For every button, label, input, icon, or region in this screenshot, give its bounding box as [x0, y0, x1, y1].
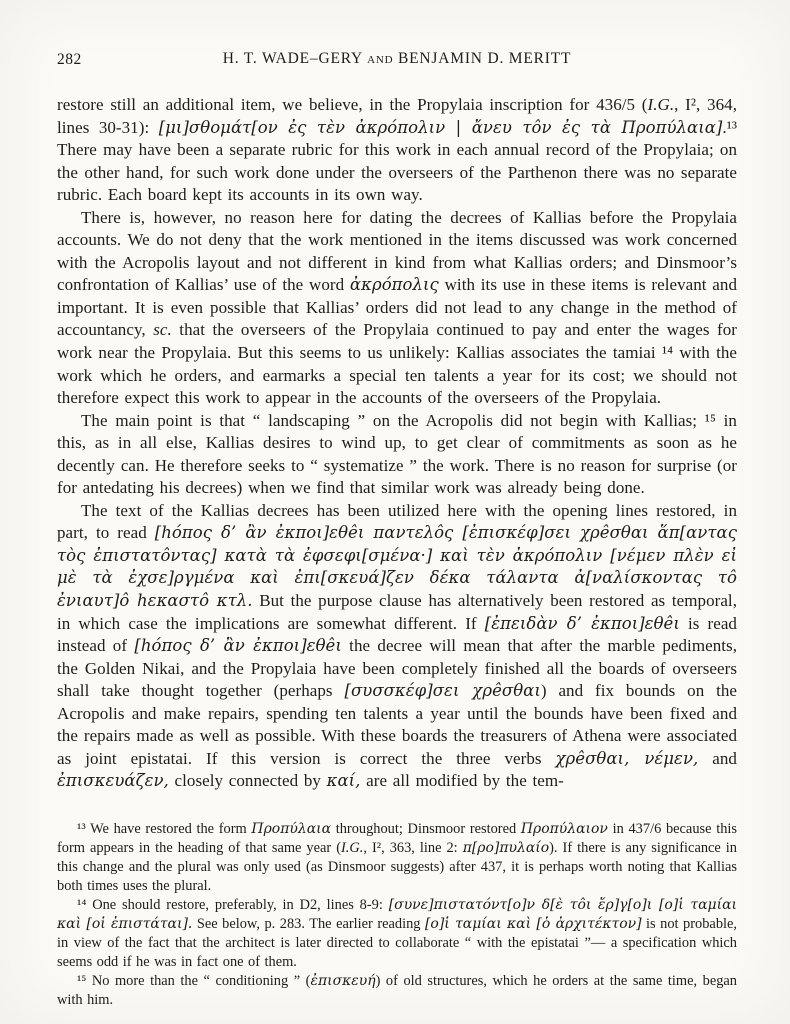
greek-text-segment: [συνε]πιστατόντ[ο]ν δ[ὲ τôι ἔρ]γ[ο]ι [ο]ἱ ταμίαι καὶ [οἱ ἐπιστάται]. [57, 896, 737, 932]
greek-text-segment: [hόπος δ’ ἂν ἐκποι]εθêι παντελôς [ἐπισκέφ]σει χρêσθαι ἅπ[αντας τὸς ἐπιστατôντας] κατὰ τὰ ἐφσεφι[σμένα·] καὶ τὲν ἀκρόπολιν [νέμεν πλὲν εἰ μὲ τὰ ἐχσε]ργμένα καὶ ἐπι[σκευά]ζεν δέκα τάλαντα ἀ[ναλίσκοντας τô ἐνιαυτ]ô hεκαστô κτλ. [57, 523, 737, 611]
greek-text-segment: π[ρο]πυλαίο [462, 839, 550, 856]
text-segment: ) and fix bounds on the Acropolis and make repairs, spending ten talents a year until the bounds have been fixed and the repairs made as well as possible. With these boards the treasurers of Athena were associated as joint epistatai. If this version is correct the three verbs [57, 681, 738, 768]
text-segment: ¹⁵ No more than the “ conditioning ” ( [77, 972, 311, 989]
text-segment: ¹⁴ One should restore, preferably, in D2, lines 8-9: [77, 896, 389, 913]
greek-text-segment: [μι]σθομάτ[ον ἐς τὲν ἀκρόπολιν | ἄνευ τôν ἐς τὰ Προπύλαια] [158, 117, 723, 137]
text-segment: is read instead of [57, 613, 737, 656]
body-paragraph [57, 500, 737, 793]
text-segment: throughout; Dinsmoor restored [331, 820, 521, 837]
page-number: 282 [57, 51, 82, 68]
article-body [57, 94, 737, 793]
text-segment: is not probable, in view of the fact that the architect is later directed to collaborate “ with the epistatai ”— a specification which seems odd if he was in fact one of them. [57, 915, 737, 970]
text-segment: are all modified by the tem- [360, 771, 564, 791]
body-paragraph [57, 207, 737, 410]
text-segment: .¹³ There may have been a separate rubric for this work in each annual record of the Propylaia; on the other hand, for such work done under the overseers of the Parthenon there was no separate rubric. Each board kept its accounts in its own way. [57, 117, 738, 205]
greek-text-segment: [ἐπειδὰν δ’ ἐκποι]εθêι [484, 613, 680, 633]
greek-text-segment: ἐπισκευάζεν, [57, 771, 169, 791]
greek-text-segment: χρêσθαι, νέμεν, [555, 748, 699, 768]
footnote [57, 896, 737, 972]
greek-text-segment: καί, [326, 771, 361, 791]
text-segment: restore still an additional item, we believe, in the Propylaia inscription for 436/5 ( [57, 95, 648, 114]
body-paragraph [57, 410, 737, 500]
text-segment: closely connected by [168, 771, 327, 791]
text-segment: But the purpose clause has alternatively been restored as temporal, in which case the implications are somewhat different. If [57, 591, 738, 633]
footnotes-section [57, 820, 737, 1010]
text-segment: I.G. [647, 95, 675, 114]
body-paragraph [57, 94, 737, 207]
greek-text-segment: [ο]ἱ ταμίαι καὶ [ὁ ἀρχιτέκτον] [424, 915, 642, 932]
text-segment: ¹³ We have restored the form [77, 820, 252, 837]
greek-text-segment: ἐπισκευή [310, 972, 376, 989]
text-segment: There is, however, no reason here for dating the decrees of Kallias before the Propylaia accounts. We do not deny that the work mentioned in the items discussed was work concerned with the Acropolis layout and not different in kind from what Kallias orders; and Dinsmoor’s confrontation of Kallias’ use of the word [57, 207, 737, 295]
footnote [57, 972, 737, 1010]
greek-text-segment: ἀκρόπολις [349, 275, 439, 295]
greek-text-segment: Προπύλαια [251, 820, 332, 837]
running-title: H. T. WADE–GERY and BENJAMIN D. MERITT [222, 50, 572, 67]
text-segment: ). If there is any significance in this change and the plural was only used (as Dinsmoor suggests) after 437, it is perhaps worth noting that Kallias both times uses the plural. [57, 839, 738, 894]
text-segment: , I², 363, line 2: [363, 839, 463, 856]
footnote [57, 820, 737, 896]
text-segment: and [698, 748, 737, 768]
text-segment: that the overseers of the Propylaia continued to pay and enter the wages for work near the Propylaia. But this seems to us unlikely: Kallias associates the tamiai ¹⁴ with the work which he orders, and earmarks a special ten talents a year for its cost; we should not therefore expect this work to appear in the accounts of the overseers of the Propylaia. [57, 320, 737, 408]
text-segment: ) of old structures, which he orders at the same time, began with him. [57, 972, 737, 1008]
running-header [57, 50, 737, 70]
greek-text-segment: [συσσκέφ]σει χρêσθαι [344, 681, 541, 701]
page-content [57, 50, 737, 1010]
text-segment: See below, p. 283. The earlier reading [192, 915, 425, 932]
text-segment: The main point is that “ landscaping ” on the Acropolis did not begin with Kallias; ¹⁵ in this, as in all else, Kallias desires to wind up, to get clear of commitments as soon as he decently can. He therefore seeks to “ systematize ” the work. There is no reason for surprise (or for antedating his decrees) when we find that similar work was already being done. [57, 410, 737, 498]
greek-text-segment: [hόπος δ’ ἂν ἐκποι]εθêι [134, 636, 342, 656]
text-segment: in 437/6 because this form appears in the heading of that same year ( [57, 820, 737, 856]
greek-text-segment: Προπύλαιον [520, 820, 608, 837]
text-segment: with its use in these items is relevant and important. It is even possible that Kallias’ orders did not lead to any change in the method of accountancy, [57, 275, 737, 340]
text-segment: I.G. [341, 839, 364, 856]
text-segment: sc. [153, 320, 172, 340]
text-segment: , I², 364, lines 30-31): [57, 95, 737, 137]
text-segment: The text of the Kallias decrees has been utilized here with the opening lines restored, in part, to read [57, 500, 737, 543]
text-segment: the decree will mean that after the marble pediments, the Golden Nikai, and the Propylaia have been completely finished all the boards of overseers shall take thought together (perhaps [57, 636, 737, 701]
